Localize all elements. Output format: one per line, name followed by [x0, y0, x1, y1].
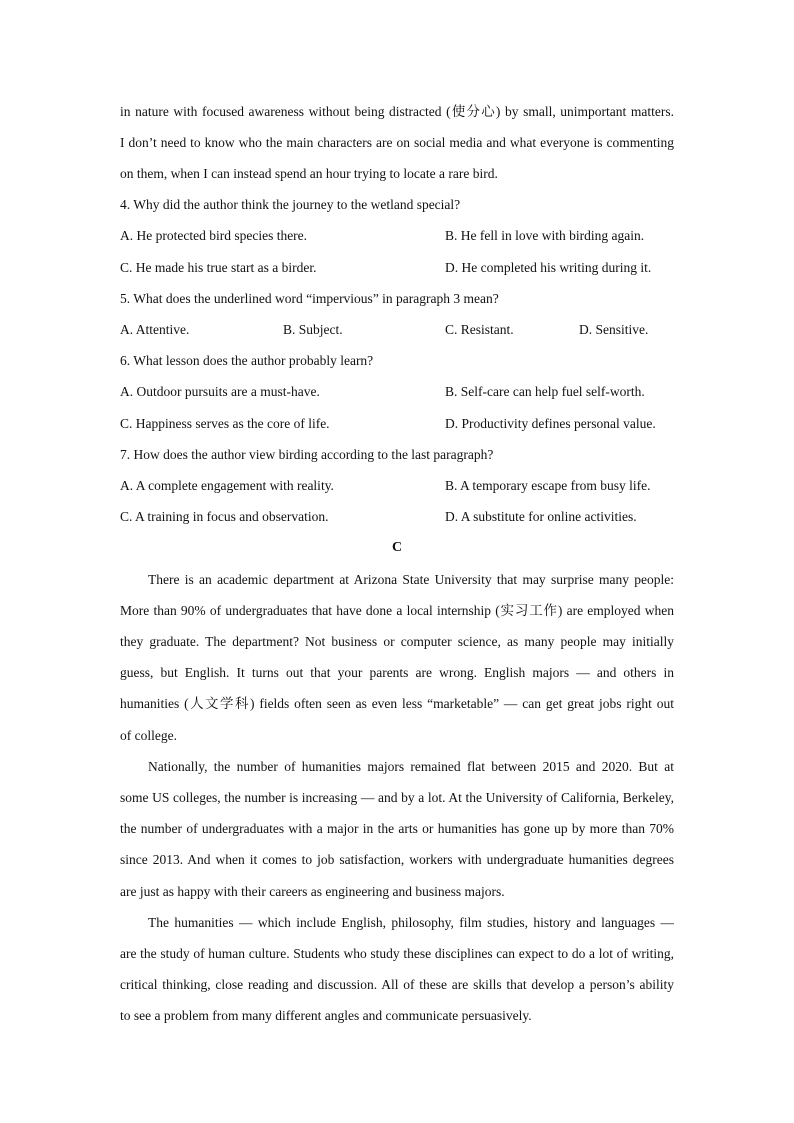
question-4-option-c: C. He made his true start as a birder. [120, 260, 317, 275]
question-7-option-a: A. A complete engagement with reality. [120, 478, 334, 493]
question-5-option-b: B. Subject. [283, 322, 343, 337]
question-5-stem: 5. What does the underlined word “impervious” in paragraph 3 mean? [120, 291, 499, 306]
passage-c-p1-line-2: More than 90% of undergraduates that have done a local internship (实习工作) are employed when [120, 603, 674, 618]
passage-c-p1-line-6: of college. [120, 728, 177, 743]
passage-c-p3-line-2: are the study of human culture. Students who study these disciplines can expect to do a lot of writing, [120, 946, 674, 961]
question-7-option-c: C. A training in focus and observation. [120, 509, 329, 524]
question-6-option-a: A. Outdoor pursuits are a must-have. [120, 384, 320, 399]
question-7-stem: 7. How does the author view birding according to the last paragraph? [120, 447, 494, 462]
passage-c-p2-line-1: Nationally, the number of humanities majors remained flat between 2015 and 2020. But at [148, 759, 674, 774]
passage-b-line-2: I don’t need to know who the main characters are on social media and what everyone is commenting [120, 135, 674, 150]
question-7-option-b: B. A temporary escape from busy life. [445, 478, 651, 493]
passage-c-p2-line-4: since 2013. And when it comes to job satisfaction, workers with undergraduate humanities degrees [120, 852, 674, 867]
question-5-option-c: C. Resistant. [445, 322, 514, 337]
question-6-option-d: D. Productivity defines personal value. [445, 416, 656, 431]
question-5-option-a: A. Attentive. [120, 322, 190, 337]
passage-c-p3-line-1: The humanities — which include English, philosophy, film studies, history and languages — [148, 915, 674, 930]
question-4-stem: 4. Why did the author think the journey to the wetland special? [120, 197, 461, 212]
question-6-option-b: B. Self-care can help fuel self-worth. [445, 384, 645, 399]
section-c-title: C [391, 540, 403, 555]
passage-c-p2-line-2: some US colleges, the number is increasing — and by a lot. At the University of California, Berkeley, [120, 790, 674, 805]
question-5-option-d: D. Sensitive. [579, 322, 649, 337]
passage-c-p1-line-5: humanities (人文学科) fields often seen as even less “marketable” — can get great jobs right out [120, 696, 674, 711]
passage-c-p2-line-5: are just as happy with their careers as engineering and business majors. [120, 884, 505, 899]
question-4-option-a: A. He protected bird species there. [120, 228, 308, 243]
passage-c-p1-line-4: guess, but English. It turns out that your parents are wrong. English majors — and others in [120, 665, 674, 680]
passage-c-p3-line-4: to see a problem from many different angles and communicate persuasively. [120, 1008, 532, 1023]
question-4-option-b: B. He fell in love with birding again. [445, 228, 645, 243]
passage-c-p1-line-1: There is an academic department at Arizona State University that may surprise many people: [148, 572, 674, 587]
passage-c-p2-line-3: the number of undergraduates with a major in the arts or humanities has gone up by more than 70% [120, 821, 674, 836]
question-4-option-d: D. He completed his writing during it. [445, 260, 652, 275]
question-7-option-d: D. A substitute for online activities. [445, 509, 637, 524]
passage-c-p3-line-3: critical thinking, close reading and discussion. All of these are skills that develop a person’s ability [120, 977, 674, 992]
question-6-stem: 6. What lesson does the author probably learn? [120, 353, 374, 368]
passage-c-p1-line-3: they graduate. The department? Not business or computer science, as many people may initially [120, 634, 674, 649]
question-6-option-c: C. Happiness serves as the core of life. [120, 416, 330, 431]
passage-b-line-1: in nature with focused awareness without being distracted (使分心) by small, unimportant matters. [120, 104, 674, 119]
passage-b-line-3: on them, when I can instead spend an hour trying to locate a rare bird. [120, 166, 498, 181]
